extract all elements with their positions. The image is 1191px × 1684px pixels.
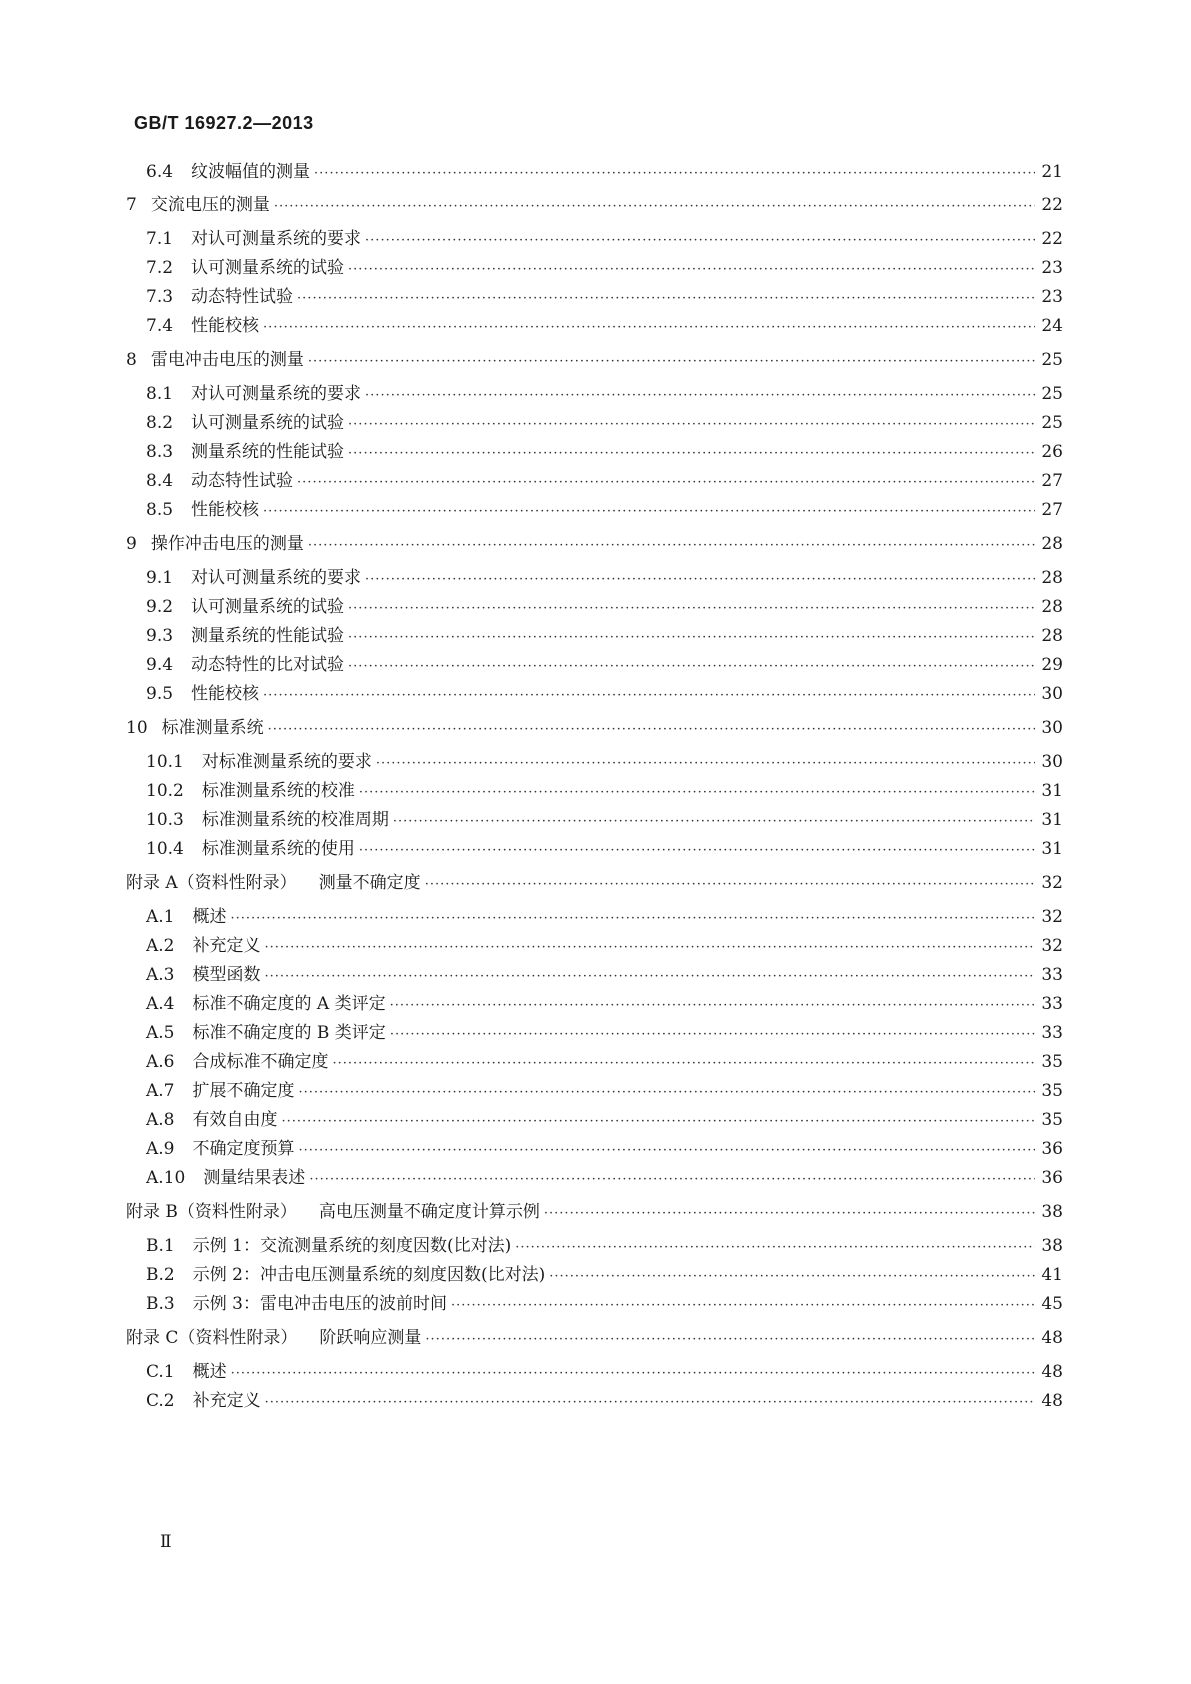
toc-entry-page: 27 (1041, 500, 1063, 520)
toc-entry-title: 认可测量系统的试验 (191, 258, 345, 278)
toc-entry-title: 对认可测量系统的要求 (191, 568, 362, 588)
toc-entry[interactable] (146, 778, 1063, 804)
toc-entry[interactable] (126, 192, 1063, 218)
toc-entry-page: 28 (1041, 626, 1063, 646)
toc-entry[interactable] (146, 962, 1063, 988)
toc-entry-number: A.5 (146, 1023, 175, 1043)
toc-entry-page: 38 (1041, 1202, 1063, 1222)
toc-entry-page: 29 (1041, 655, 1063, 675)
toc-entry[interactable] (146, 1388, 1063, 1414)
toc-entry-title: 测量系统的性能试验 (191, 442, 345, 462)
toc-entry-page: 48 (1041, 1391, 1063, 1411)
toc-entry-number: 8.3 (146, 442, 174, 462)
toc-entry[interactable] (126, 1199, 1063, 1225)
toc-entry-number: 6.4 (146, 162, 174, 182)
toc-entry-title: 标准不确定度的 A 类评定 (192, 994, 386, 1014)
standard-code-header: GB/T 16927.2—2013 (134, 113, 314, 133)
toc-entry[interactable] (146, 1359, 1063, 1385)
toc-entry-title: 概述 (192, 907, 227, 927)
toc-entry[interactable] (146, 439, 1063, 465)
toc-entry-page: 25 (1041, 350, 1063, 370)
toc-entry-page: 28 (1041, 568, 1063, 588)
toc-leader-dots (265, 964, 1036, 990)
toc-entry-number: 7.1 (146, 229, 174, 249)
page-number: Ⅱ (160, 1532, 172, 1552)
toc-entry-page: 27 (1041, 471, 1063, 491)
toc-entry[interactable] (126, 347, 1063, 373)
toc-leader-dots (263, 683, 1035, 709)
toc-entry-number: 9.3 (146, 626, 174, 646)
toc-leader-dots (359, 838, 1035, 864)
toc-leader-dots (231, 906, 1036, 932)
toc-entry-title: 标准测量系统的校准周期 (201, 810, 389, 830)
toc-entry-title: 认可测量系统的试验 (191, 413, 345, 433)
toc-entry-title: 性能校核 (191, 684, 260, 704)
toc-leader-dots (265, 935, 1036, 961)
toc-entry-number: 8 (126, 350, 137, 370)
toc-entry-number: A.9 (146, 1139, 175, 1159)
toc-entry-page: 45 (1041, 1294, 1063, 1314)
toc-entry-page: 33 (1041, 1023, 1063, 1043)
toc-entry[interactable] (126, 1325, 1063, 1351)
toc-entry[interactable] (146, 1136, 1063, 1162)
toc-entry-page: 30 (1041, 752, 1063, 772)
toc-entry-page: 22 (1041, 229, 1063, 249)
toc-entry[interactable] (146, 284, 1063, 310)
toc-entry-number: A.3 (146, 965, 175, 985)
toc-entry-number: A.10 (146, 1168, 186, 1188)
toc-leader-dots (348, 257, 1035, 283)
toc-entry-number: B.3 (146, 1294, 175, 1314)
toc-entry-number: 10.3 (146, 810, 184, 830)
toc-entry-number: C.2 (146, 1391, 175, 1411)
toc-entry-title: 测量结果表述 (203, 1168, 306, 1188)
toc-entry-page: 21 (1041, 162, 1063, 182)
toc-entry-number: 10 (126, 718, 148, 738)
toc-entry-number: 10.1 (146, 752, 184, 772)
toc-leader-dots (348, 596, 1035, 622)
toc-entry[interactable] (146, 807, 1063, 833)
toc-leader-dots (390, 993, 1035, 1019)
toc-entry[interactable] (146, 991, 1063, 1017)
toc-leader-dots (299, 1080, 1036, 1106)
toc-entry-page: 22 (1041, 195, 1063, 215)
toc-entry-title: 补充定义 (192, 1391, 261, 1411)
toc-leader-dots (544, 1201, 1035, 1227)
toc-entry[interactable] (146, 313, 1063, 339)
toc-leader-dots (515, 1235, 1035, 1261)
toc-entry-title: 动态特性试验 (191, 287, 294, 307)
toc-entry-title: 阶跃响应测量 (319, 1328, 422, 1348)
toc-entry[interactable] (146, 159, 1063, 185)
toc-entry-number: 附录 A（资料性附录） (126, 873, 297, 893)
toc-entry[interactable] (126, 870, 1063, 896)
toc-leader-dots (365, 228, 1035, 254)
toc-leader-dots (265, 1390, 1035, 1416)
toc-entry[interactable] (146, 1078, 1063, 1104)
toc-entry[interactable] (146, 1107, 1063, 1133)
toc-entry-title: 雷电冲击电压的测量 (150, 350, 304, 370)
toc-leader-dots (425, 872, 1035, 898)
toc-leader-dots (333, 1051, 1036, 1077)
toc-leader-dots (231, 1361, 1035, 1387)
toc-entry-page: 30 (1041, 684, 1063, 704)
toc-entry[interactable] (146, 410, 1063, 436)
toc-entry[interactable] (146, 1020, 1063, 1046)
toc-entry-page: 35 (1041, 1052, 1063, 1072)
toc-entry-title: 性能校核 (191, 500, 260, 520)
toc-leader-dots (348, 441, 1035, 467)
toc-entry-page: 28 (1041, 534, 1063, 554)
toc-leader-dots (359, 780, 1035, 806)
toc-entry[interactable] (146, 749, 1063, 775)
toc-entry-number: 9.4 (146, 655, 174, 675)
toc-entry-number: 7.3 (146, 287, 174, 307)
toc-entry[interactable] (146, 623, 1063, 649)
toc-entry-page: 28 (1041, 597, 1063, 617)
toc-entry-number: 7.4 (146, 316, 174, 336)
toc-leader-dots (274, 194, 1035, 220)
toc-entry-page: 25 (1041, 384, 1063, 404)
toc-leader-dots (308, 349, 1035, 375)
toc-entry[interactable] (146, 933, 1063, 959)
toc-entry-title: 认可测量系统的试验 (191, 597, 345, 617)
toc-entry[interactable] (146, 1291, 1063, 1317)
toc-leader-dots (299, 1138, 1036, 1164)
toc-entry-page: 48 (1041, 1362, 1063, 1382)
toc-leader-dots (549, 1264, 1035, 1290)
toc-leader-dots (309, 1167, 1035, 1193)
toc-entry-number: 附录 C（资料性附录） (126, 1328, 298, 1348)
toc-entry-number: C.1 (146, 1362, 175, 1382)
toc-entry-title: 动态特性试验 (191, 471, 294, 491)
toc-leader-dots (348, 412, 1035, 438)
toc-entry-page: 38 (1041, 1236, 1063, 1256)
toc-entry[interactable] (146, 226, 1063, 252)
toc-entry-number: A.7 (146, 1081, 175, 1101)
toc-entry-page: 35 (1041, 1081, 1063, 1101)
toc-entry[interactable] (146, 497, 1063, 523)
toc-entry-page: 33 (1041, 965, 1063, 985)
toc-entry-title: 对认可测量系统的要求 (191, 384, 362, 404)
toc-entry-number: A.2 (146, 936, 175, 956)
toc-entry-page: 31 (1041, 839, 1063, 859)
toc-entry-title: 交流电压的测量 (150, 195, 270, 215)
toc-entry-number: 附录 B（资料性附录） (126, 1202, 297, 1222)
toc-entry-number: 8.5 (146, 500, 174, 520)
toc-entry-number: 10.4 (146, 839, 184, 859)
toc-entry-title: 对标准测量系统的要求 (201, 752, 372, 772)
toc-entry-title: 示例 3：雷电冲击电压的波前时间 (192, 1294, 447, 1314)
toc-entry[interactable] (146, 652, 1063, 678)
toc-leader-dots (348, 625, 1035, 651)
toc-entry-title: 补充定义 (192, 936, 261, 956)
toc-entry-title: 模型函数 (192, 965, 261, 985)
toc-entry-page: 31 (1041, 781, 1063, 801)
toc-entry[interactable] (146, 836, 1063, 862)
toc-entry-title: 标准测量系统的校准 (201, 781, 355, 801)
toc-entry-title: 标准不确定度的 B 类评定 (192, 1023, 386, 1043)
toc-entry-title: 扩展不确定度 (192, 1081, 295, 1101)
toc-entry[interactable] (126, 715, 1063, 741)
toc-entry-title: 测量系统的性能试验 (191, 626, 345, 646)
toc-leader-dots (308, 533, 1035, 559)
toc-entry-number: B.2 (146, 1265, 175, 1285)
toc-entry-page: 24 (1041, 316, 1063, 336)
toc-entry-title: 性能校核 (191, 316, 260, 336)
toc-entry-title: 高电压测量不确定度计算示例 (318, 1202, 540, 1222)
toc-entry[interactable] (146, 1049, 1063, 1075)
toc-entry-title: 概述 (192, 1362, 227, 1382)
toc-entry-number: 8.4 (146, 471, 174, 491)
toc-entry-title: 示例 2：冲击电压测量系统的刻度因数(比对法) (192, 1265, 546, 1285)
toc-entry-number: 10.2 (146, 781, 184, 801)
toc-entry[interactable] (146, 1262, 1063, 1288)
toc-entry-number: 9.1 (146, 568, 174, 588)
toc-entry-number: 9 (126, 534, 137, 554)
toc-entry-page: 32 (1041, 873, 1063, 893)
toc-entry-number: A.8 (146, 1110, 175, 1130)
toc-leader-dots (365, 383, 1035, 409)
toc-leader-dots (390, 1022, 1035, 1048)
toc-entry-title: 对认可测量系统的要求 (191, 229, 362, 249)
toc-leader-dots (297, 470, 1035, 496)
toc-leader-dots (425, 1327, 1035, 1353)
toc-entry[interactable] (146, 468, 1063, 494)
toc-entry-number: A.4 (146, 994, 175, 1014)
toc-leader-dots (451, 1293, 1035, 1319)
toc-entry[interactable] (146, 255, 1063, 281)
toc-leader-dots (268, 717, 1035, 743)
toc-leader-dots (297, 286, 1035, 312)
toc-entry-page: 32 (1041, 936, 1063, 956)
toc-entry-number: A.6 (146, 1052, 175, 1072)
toc-entry-number: B.1 (146, 1236, 175, 1256)
toc-entry[interactable] (146, 681, 1063, 707)
toc-leader-dots (393, 809, 1035, 835)
toc-leader-dots (282, 1109, 1036, 1135)
toc-entry-title: 操作冲击电压的测量 (150, 534, 304, 554)
toc-entry-page: 26 (1041, 442, 1063, 462)
toc-entry[interactable] (146, 1233, 1063, 1259)
toc-entry[interactable] (146, 381, 1063, 407)
toc-entry-page: 41 (1041, 1265, 1063, 1285)
toc-leader-dots (365, 567, 1035, 593)
toc-entry-number: 8.2 (146, 413, 174, 433)
toc-entry-number: 9.5 (146, 684, 174, 704)
toc-entry-page: 23 (1041, 258, 1063, 278)
toc-entry-page: 23 (1041, 287, 1063, 307)
toc-leader-dots (263, 499, 1035, 525)
toc-leader-dots (376, 751, 1035, 777)
toc-entry-page: 25 (1041, 413, 1063, 433)
toc-entry-page: 30 (1041, 718, 1063, 738)
toc-entry-page: 32 (1041, 907, 1063, 927)
toc-entry-page: 48 (1041, 1328, 1063, 1348)
toc-entry-number: 9.2 (146, 597, 174, 617)
toc-entry-number: A.1 (146, 907, 175, 927)
toc-entry-title: 示例 1：交流测量系统的刻度因数(比对法) (192, 1236, 512, 1256)
toc-entry[interactable] (146, 1165, 1063, 1191)
toc-entry-page: 36 (1041, 1168, 1063, 1188)
toc-entry[interactable] (146, 565, 1063, 591)
toc-entry-title: 标准测量系统 (161, 718, 264, 738)
toc-entry[interactable] (126, 531, 1063, 557)
toc-leader-dots (314, 161, 1035, 187)
toc-entry-title: 合成标准不确定度 (192, 1052, 329, 1072)
toc-entry-title: 动态特性的比对试验 (191, 655, 345, 675)
toc-entry-title: 测量不确定度 (318, 873, 421, 893)
toc-entry-page: 31 (1041, 810, 1063, 830)
toc-entry-page: 36 (1041, 1139, 1063, 1159)
toc-entry-title: 不确定度预算 (192, 1139, 295, 1159)
toc-entry-title: 标准测量系统的使用 (201, 839, 355, 859)
toc-leader-dots (263, 315, 1035, 341)
toc-entry-title: 纹波幅值的测量 (191, 162, 311, 182)
toc-entry-title: 有效自由度 (192, 1110, 278, 1130)
toc-entry-page: 35 (1041, 1110, 1063, 1130)
toc-entry[interactable] (146, 904, 1063, 930)
toc-entry[interactable] (146, 594, 1063, 620)
toc-entry-number: 8.1 (146, 384, 174, 404)
toc-entry-page: 33 (1041, 994, 1063, 1014)
toc-leader-dots (348, 654, 1035, 680)
toc-entry-number: 7.2 (146, 258, 174, 278)
toc-entry-number: 7 (126, 195, 137, 215)
